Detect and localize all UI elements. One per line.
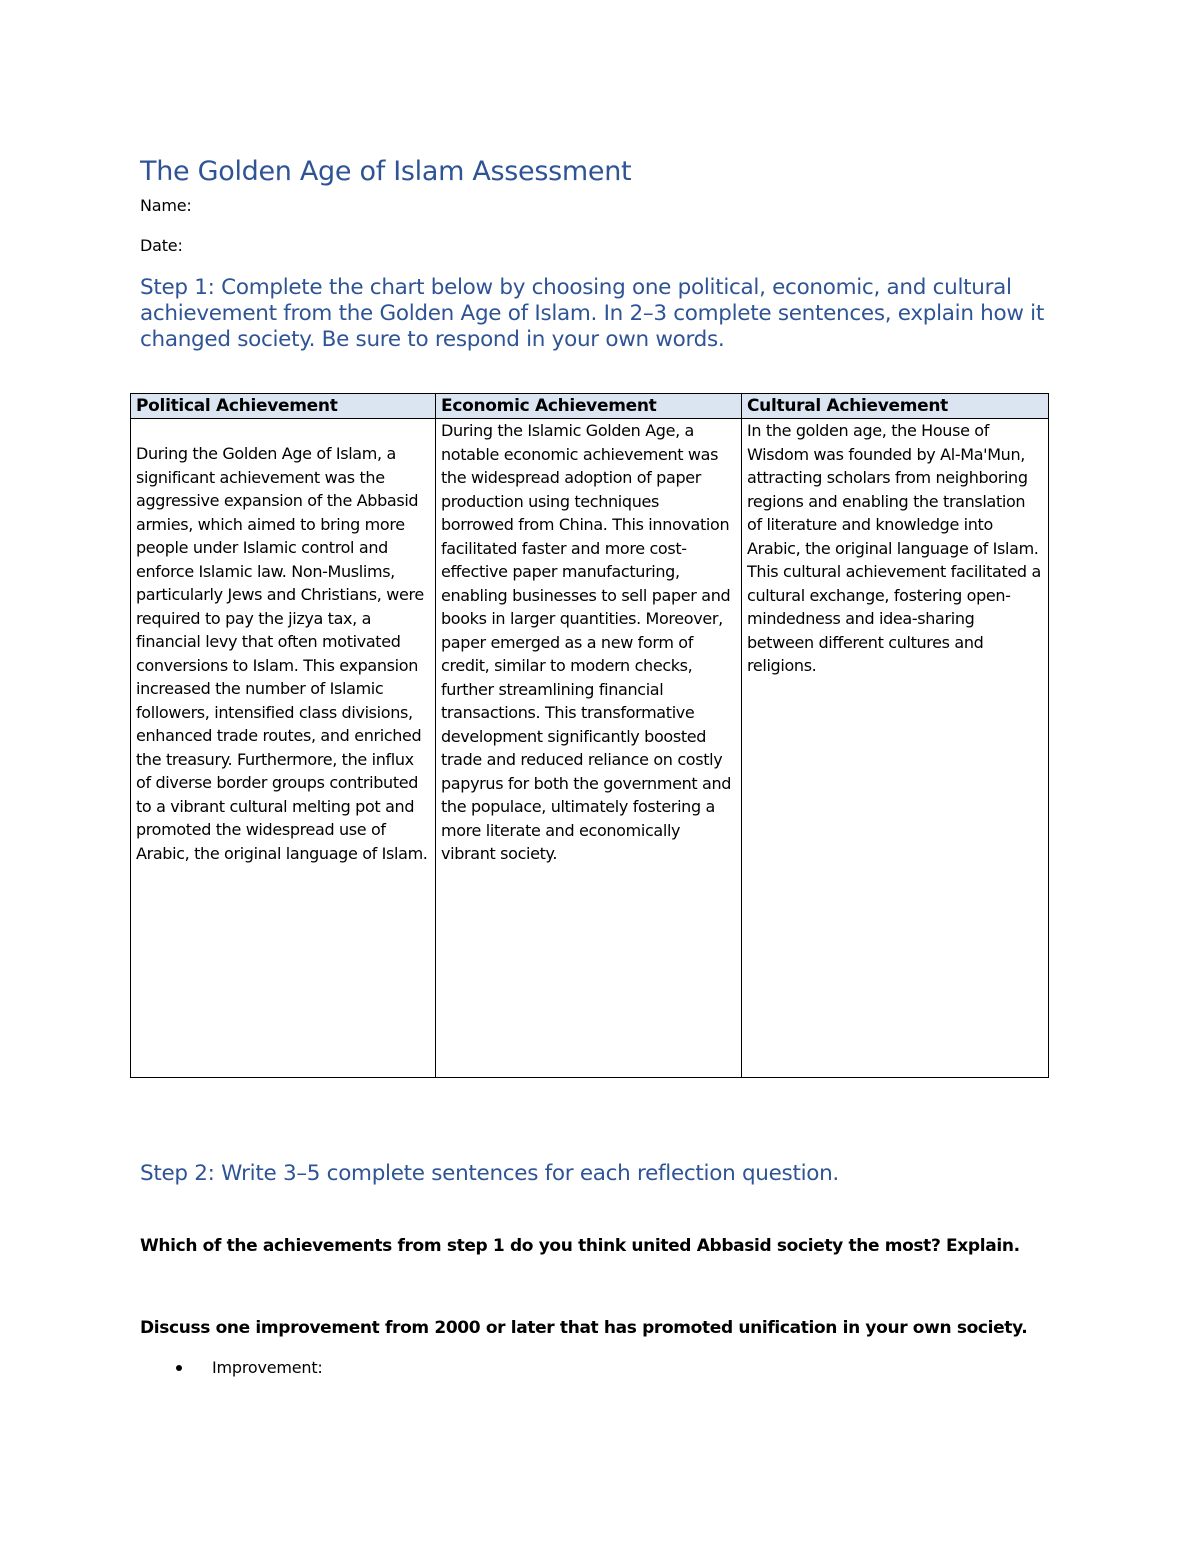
cultural-cell[interactable]	[742, 419, 1049, 1078]
political-cell[interactable]	[131, 419, 436, 1078]
improvement-list	[140, 1358, 323, 1377]
reflection-question-1: Which of the achievements from step 1 do you think united Abbasid society the most? Explain.	[140, 1236, 1020, 1256]
page-title: The Golden Age of Islam Assessment	[140, 156, 632, 187]
bullet-icon	[176, 1365, 182, 1371]
chart-body-row	[131, 419, 1049, 1078]
name-label: Name:	[140, 196, 192, 215]
step2-instructions: Step 2: Write 3–5 complete sentences for each reflection question.	[140, 1161, 839, 1186]
cultural-text: In the golden age, the House of Wisdom was founded by Al-Ma'Mun, attracting scholars from neighboring regions and enabling the translation of literature and knowledge into Arabic, the original language of Islam. This cultural achievement facilitated a cultural exchange, fostering open-mindedness and idea-sharing between different cultures and religions.	[747, 421, 1041, 675]
reflection-question-2: Discuss one improvement from 2000 or later that has promoted unification in your own society.	[140, 1318, 1028, 1338]
list-item[interactable]	[140, 1358, 323, 1377]
step1-instructions: Step 1: Complete the chart below by choosing one political, economic, and cultural achievement from the Golden Age of Islam. In 2–3 complete sentences, explain how it changed society. Be sure to respond in your own words.	[140, 275, 1044, 352]
economic-header: Economic Achievement	[436, 394, 742, 419]
political-text: During the Golden Age of Islam, a significant achievement was the aggressive expansion of the Abbasid armies, which aimed to bring more people under Islamic control and enforce Islamic law. Non-Muslims, particularly Jews and Christians, were required to pay the jizya tax, a financial levy that often motivated conversions to Islam. This expansion increased the number of Islamic followers, intensified class divisions, enhanced trade routes, and enriched the treasury. Furthermore, the influx of diverse border groups contributed to a vibrant cultural melting pot and promoted the widespread use of Arabic, the original language of Islam.	[136, 444, 428, 863]
improvement-label: Improvement:	[212, 1358, 323, 1377]
date-label: Date:	[140, 236, 183, 255]
achievement-chart	[130, 393, 1049, 1078]
economic-cell[interactable]	[436, 419, 742, 1078]
cultural-header: Cultural Achievement	[742, 394, 1049, 419]
political-header: Political Achievement	[131, 394, 436, 419]
economic-text: During the Islamic Golden Age, a notable economic achievement was the widespread adoption of paper production using techniques borrowed from China. This innovation facilitated faster and more cost-effective paper manufacturing, enabling businesses to sell paper and books in larger quantities. Moreover, paper emerged as a new form of credit, similar to modern checks, further streamlining financial transactions. This transformative development significantly boosted trade and reduced reliance on costly papyrus for both the government and the populace, ultimately fostering a more literate and economically vibrant society.	[441, 421, 732, 863]
chart-header-row	[131, 394, 1049, 419]
